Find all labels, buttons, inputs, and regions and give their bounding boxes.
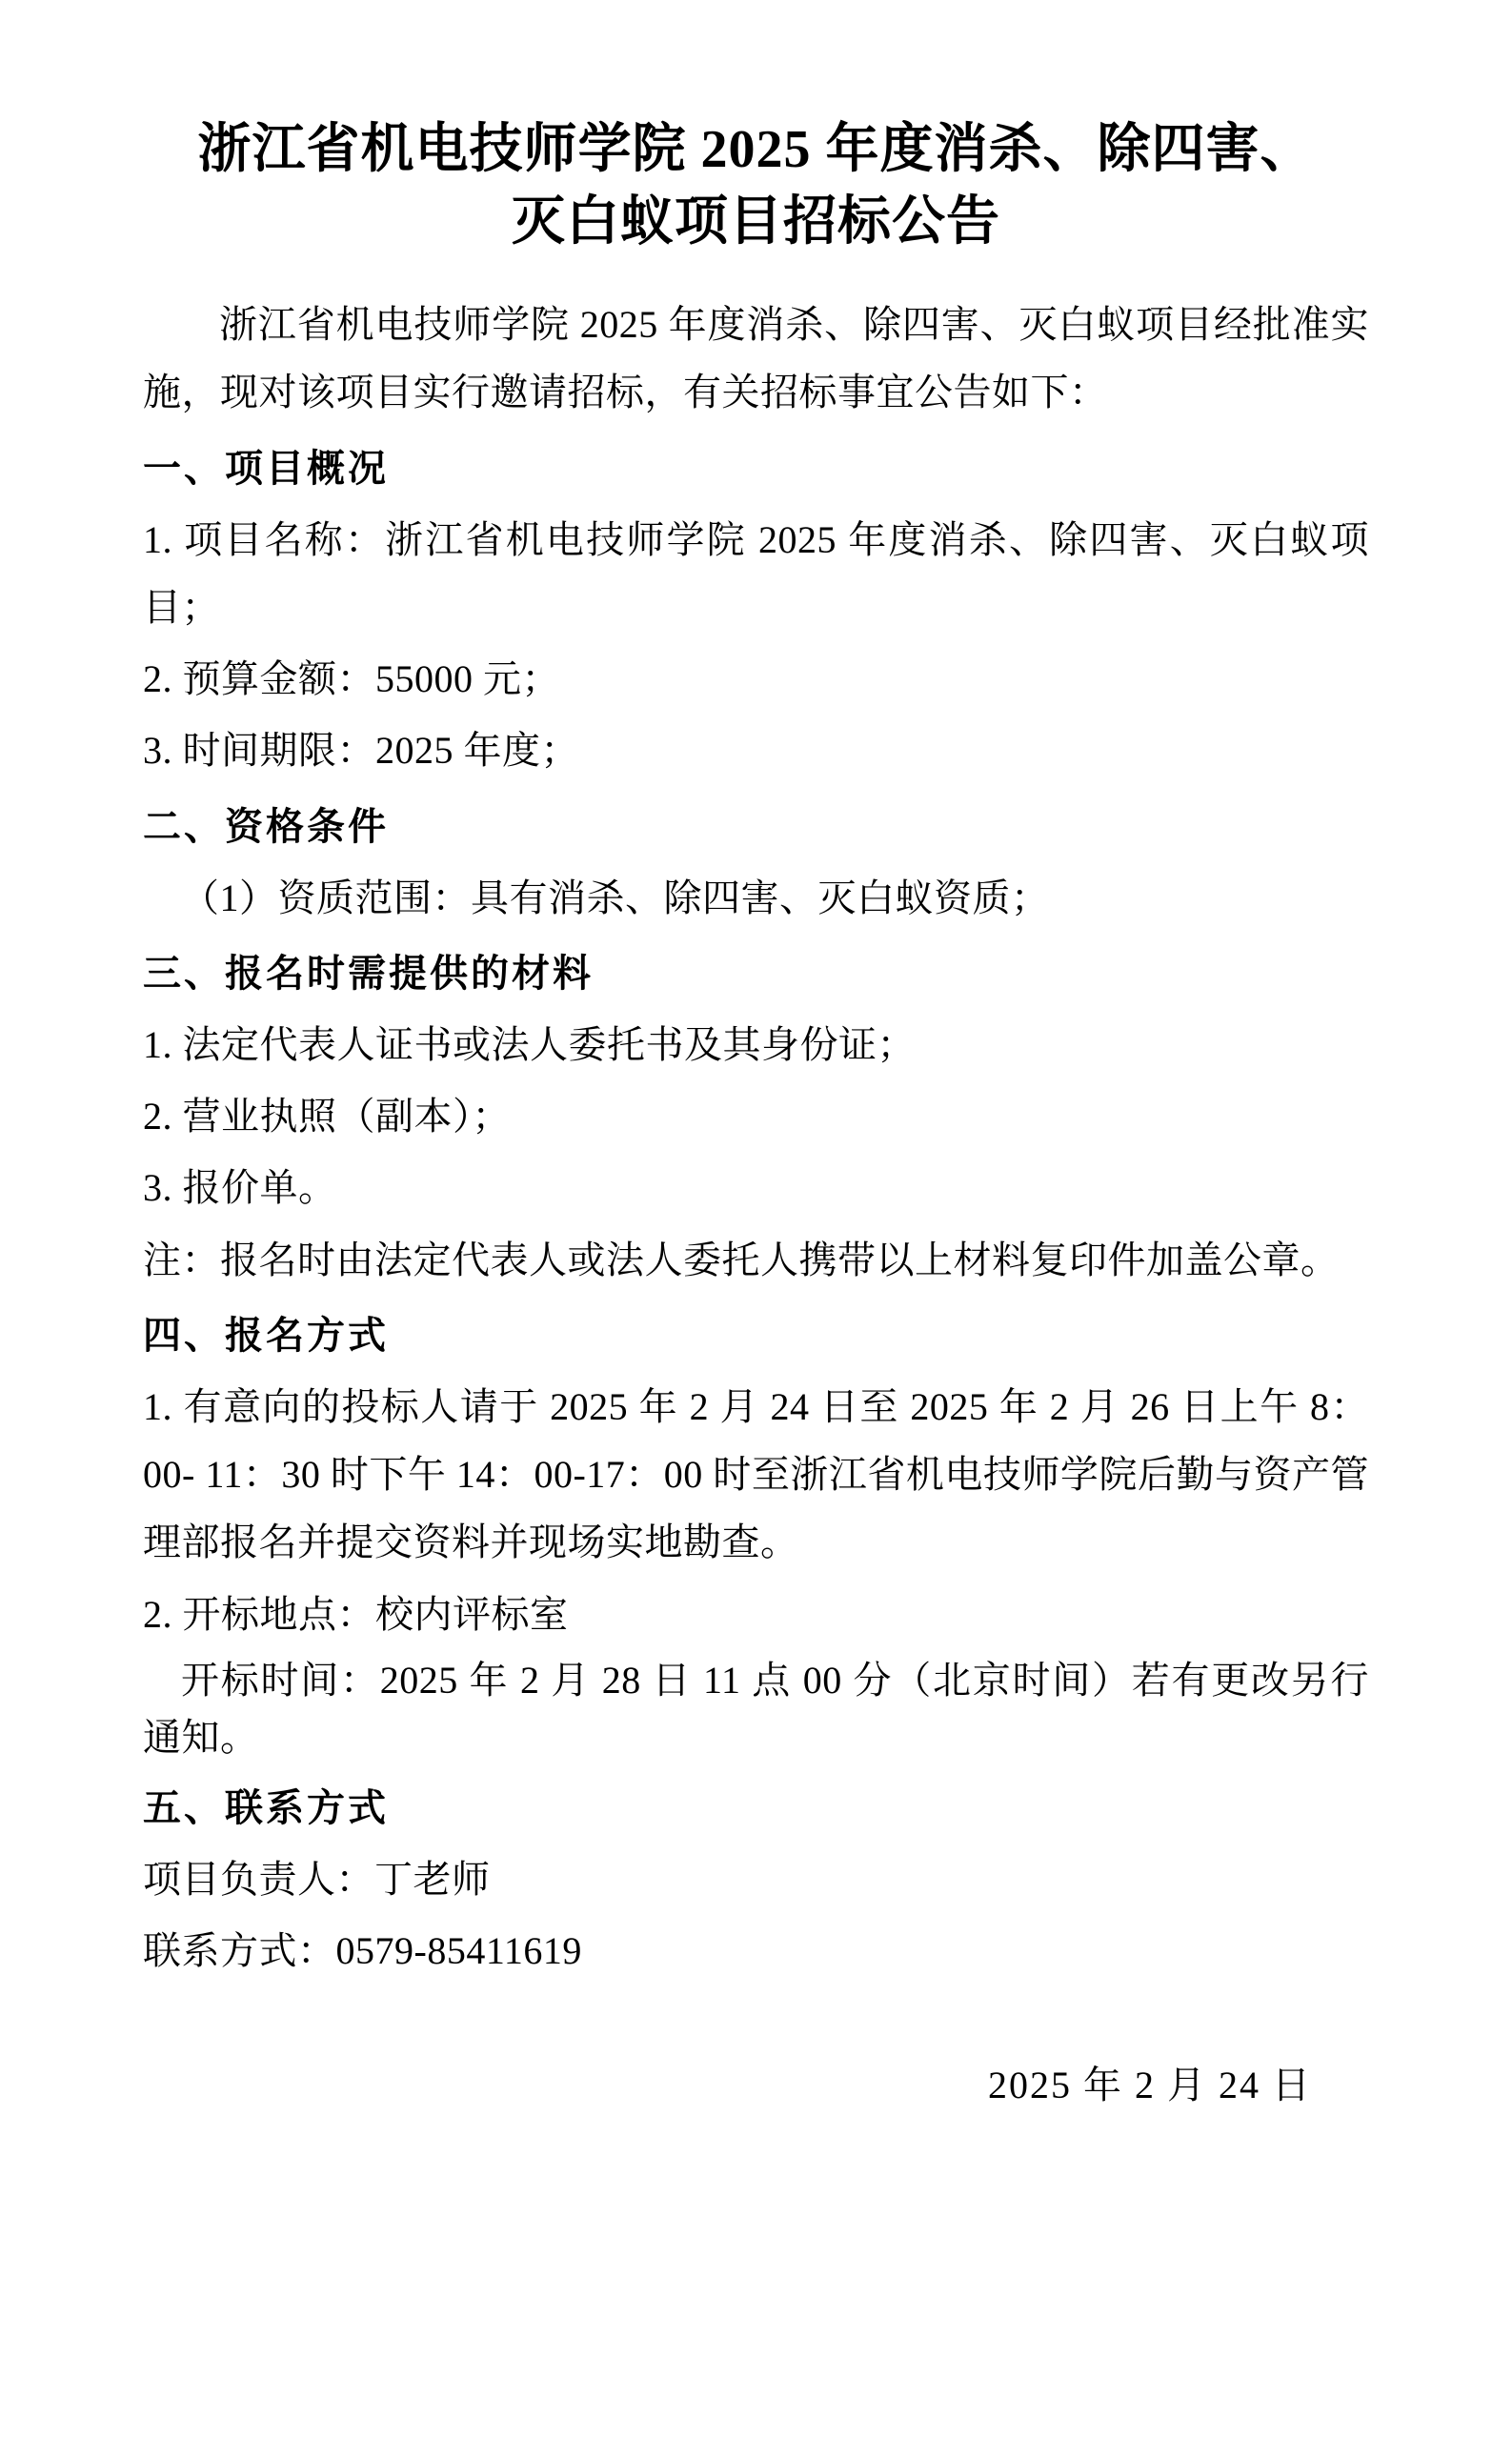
contact-phone: 联系方式：0579-85411619 — [143, 1929, 582, 1973]
section-4-item-3: 开标时间：2025 年 2 月 28 日 11 点 00 分（北京时间）若有更改另行通知。 — [143, 1658, 1369, 1759]
section-3-note: 注：报名时由法定代表人或法人委托人携带以上材料复印件加盖公章。 — [143, 1238, 1340, 1281]
section-heading-5: 五、联系方式 — [143, 1785, 389, 1829]
document-body — [143, 291, 1369, 2119]
section-1-item-1: 1. 项目名称：浙江省机电技师学院 2025 年度消杀、除四害、灭白蚁项目； — [143, 517, 1369, 629]
section-3-item-2: 2. 营业执照（副本）； — [143, 1095, 511, 1138]
section-1-item-3: 3. 时间期限：2025 年度； — [143, 729, 579, 773]
section-heading-4: 四、报名方式 — [143, 1313, 389, 1357]
section-4-item-2: 2. 开标地点：校内评标室 — [143, 1592, 569, 1636]
intro-paragraph: 浙江省机电技师学院 2025 年度消杀、除四害、灭白蚁项目经批准实施，现对该项目实行邀请招标，有关招标事宜公告如下： — [143, 303, 1369, 414]
contact-person: 项目负责人：丁老师 — [143, 1857, 491, 1901]
section-heading-3: 三、报名时需提供的材料 — [143, 951, 594, 995]
section-heading-1: 一、项目概况 — [143, 446, 389, 490]
page-title: 浙江省机电技师学院 2025 年度消杀、除四害、灭白蚁项目招标公告 — [197, 120, 1315, 252]
section-1-item-2: 2. 预算金额：55000 元； — [143, 657, 560, 701]
section-3-item-1: 1. 法定代表人证书或法人委托书及其身份证； — [143, 1023, 916, 1067]
section-heading-2: 二、资格条件 — [143, 804, 389, 848]
section-2-item-1: （1）资质范围：具有消杀、除四害、灭白蚁资质； — [181, 876, 1050, 919]
section-4-item-1: 1. 有意向的投标人请于 2025 年 2 月 24 日至 2025 年 2 月 26 日上午 8：00- 11：30 时下午 14：00-17：00 时至浙江省机电技师学院后勤与资产管理部报名并提交资料并现场实地勘查。 — [143, 1385, 1369, 1564]
section-3-item-3: 3. 报价单。 — [143, 1166, 337, 1210]
document-date: 2025 年 2 月 24 日 — [988, 2064, 1312, 2107]
